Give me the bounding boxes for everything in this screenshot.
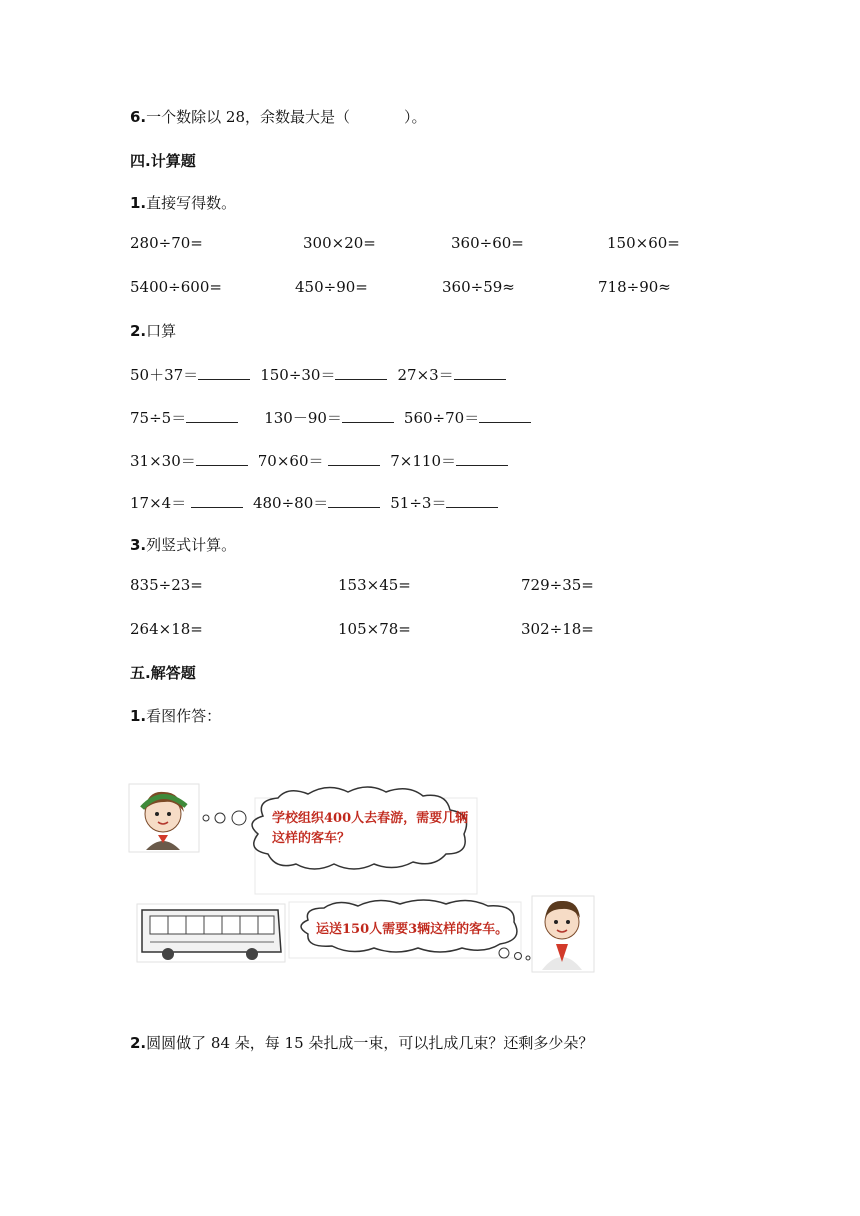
calc2-item: 27×3＝ xyxy=(397,366,454,384)
bubble-bottom-text: 运送150人需要3辆这样的客车。 xyxy=(316,922,509,937)
answer-blank[interactable] xyxy=(454,367,506,380)
calc1-item: 360÷60= xyxy=(451,234,524,252)
calc2-row-3 xyxy=(130,450,508,471)
section-title-4: 四.计算题 xyxy=(130,152,196,170)
calc1-item: 450÷90= xyxy=(295,278,368,296)
calc2-row-4 xyxy=(130,492,498,513)
calc2-item: 70×60＝ xyxy=(257,452,329,470)
calc2-item: 130－90＝ xyxy=(264,409,342,427)
section-title-5: 五.解答题 xyxy=(130,664,196,682)
calc1-item: 280÷70= xyxy=(130,234,203,252)
question-number: 6. xyxy=(130,108,147,126)
calc3-item: 264×18= xyxy=(130,620,203,638)
bubble-top-line-2: 这样的客车？ xyxy=(272,831,351,846)
calc1-item: 360÷59≈ xyxy=(442,278,515,296)
calc2-heading: 2.口算 xyxy=(130,322,177,340)
calc2-item: 150÷30＝ xyxy=(260,366,336,384)
ans1-heading: 1.看图作答： xyxy=(130,707,222,725)
answer-blank[interactable] xyxy=(196,453,248,466)
answer-blank[interactable] xyxy=(335,367,387,380)
calc1-item: 300×20= xyxy=(303,234,376,252)
answer-blank[interactable] xyxy=(479,410,531,423)
calc2-item: 75÷5＝ xyxy=(130,409,187,427)
answer-blank[interactable] xyxy=(446,495,498,508)
thought-bubble-top xyxy=(252,787,469,869)
answer-blank[interactable] xyxy=(456,453,508,466)
calc1-item: 718÷90≈ xyxy=(598,278,671,296)
question-6 xyxy=(130,106,427,127)
bubble-top-line-1: 学校组织400人去春游，需要几辆 xyxy=(272,811,469,826)
calc2-item: 480÷80＝ xyxy=(252,494,329,512)
calc3-item: 835÷23= xyxy=(130,576,203,594)
calc3-heading: 3.列竖式计算。 xyxy=(130,536,237,554)
calc3-item: 153×45= xyxy=(338,576,411,594)
calc1-heading: 1.直接写得数。 xyxy=(130,194,237,212)
calc2-item: 50＋37＝ xyxy=(130,366,199,384)
question-text: 一个数除以 28，余数最大是（ xyxy=(146,108,350,126)
question-close: ）。 xyxy=(404,108,427,126)
answer-blank[interactable] xyxy=(198,367,250,380)
answer-blank[interactable] xyxy=(342,410,394,423)
answer-blank[interactable] xyxy=(328,495,380,508)
question-ans2: 2.圆圆做了 84 朵，每 15 朵扎成一束，可以扎成几束？还剩多少朵？ xyxy=(130,1034,594,1052)
calc2-item: 560÷70＝ xyxy=(403,409,480,427)
illustration-word-problem xyxy=(128,780,608,980)
answer-blank[interactable] xyxy=(186,410,238,423)
calc2-item: 17×4＝ xyxy=(130,494,191,512)
calc1-item: 5400÷600= xyxy=(130,278,222,296)
answer-blank[interactable] xyxy=(191,495,243,508)
bus-icon xyxy=(142,910,281,960)
calc1-item: 150×60= xyxy=(607,234,680,252)
calc3-item: 302÷18= xyxy=(521,620,594,638)
answer-blank[interactable] xyxy=(328,453,380,466)
calc2-row-1 xyxy=(130,364,506,385)
calc2-row-2 xyxy=(130,407,531,428)
calc2-item: 51÷3＝ xyxy=(390,494,447,512)
calc3-item: 105×78= xyxy=(338,620,411,638)
calc2-item: 31×30＝ xyxy=(130,452,196,470)
calc3-item: 729÷35= xyxy=(521,576,594,594)
calc2-item: 7×110＝ xyxy=(390,452,457,470)
